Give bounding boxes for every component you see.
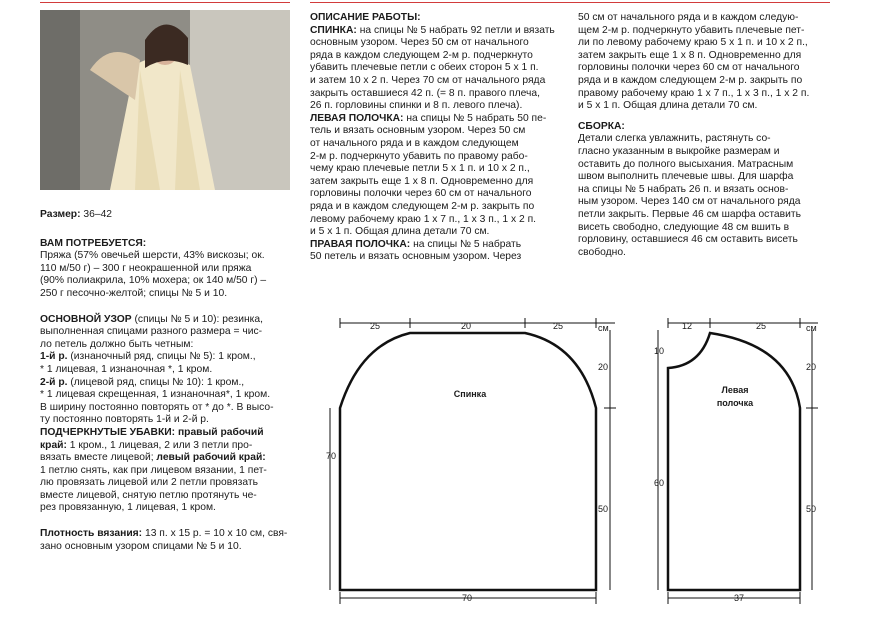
materials-line: 110 м/50 г) – 300 г неокрашенной или пряжа (40, 262, 252, 274)
decreases-heading (40, 427, 298, 440)
left-front-line: и 5 х 1 п. Общая длина детали 70 см. (310, 226, 490, 238)
right-front-cont-line: 50 см от начального ряда и в каждом следую- (578, 12, 799, 23)
density-text: 13 п. х 15 р. = 10 х 10 см, свя- (142, 528, 288, 540)
materials-line: 250 г песочно-желтой; спицы № 5 и 10. (40, 287, 228, 299)
size-line (40, 209, 298, 222)
back-dim-top-mid: 20 (461, 321, 472, 331)
decreases-a-rest: 1 кром., 1 лицевая, 2 или 3 петли про- (66, 439, 253, 451)
row1-line (40, 351, 298, 364)
materials-title: ВАМ ПОТРЕБУЕТСЯ: (40, 237, 147, 249)
right-front-cont-line: правому рабочему краю 1 х 7 п., 1 х 3 п., 1 х 2 п. (578, 87, 810, 99)
row2-line: * 1 лицевая скрещенная, 1 изнаночная*, 1 кром. (40, 389, 271, 401)
left-dim-neck: 10 (654, 346, 665, 356)
column-left (40, 209, 298, 553)
left-front-line: от начального ряда и в каждом следующем (310, 137, 519, 149)
column-right (578, 12, 838, 259)
decreases-right-label: правый рабочий (175, 426, 264, 438)
row1-line: * 1 лицевая, 1 изнаночная *, 1 кром. (40, 363, 213, 375)
decreases-line: рез провязанную, 1 лицевая, 1 кром. (40, 502, 216, 514)
left-front-title-line1: Левая (721, 385, 749, 395)
assembly-line: оставить до полного высыхания. Матрасным (578, 158, 794, 170)
back-line: основным узором. Через 50 см от начального (310, 37, 529, 49)
model-photo (40, 10, 290, 190)
left-front-line: тель и вязать основным узором. Через 50 см (310, 125, 526, 137)
assembly-line: гласно указанным в выкройке размерам и (578, 145, 780, 157)
left-front-line: ряда и в каждом следующем 2-м р. закрыть по (310, 200, 535, 212)
right-front-line: 50 петель и вязать основным узором. Через (310, 251, 522, 263)
assembly-line: швом выполнить плечевые швы. Для шарфа (578, 171, 794, 183)
decreases-line (40, 452, 298, 465)
assembly-line: на спицы № 5 набрать 26 п. и вязать основ- (578, 183, 789, 195)
right-front-cont-line: ли по левому рабочему краю 5 х 1 п. и 10 х 2 п., (578, 37, 808, 49)
materials-line: (90% полиакрила, 10% мохера; ок 140 м/50 г) – (40, 275, 267, 287)
assembly-line: горловину, оставшиеся 46 см оставить висеть (578, 234, 798, 246)
size-value: 36–42 (83, 209, 113, 220)
assembly-line: петли закрыть. Первые 46 см шарфа оставить (578, 208, 801, 220)
right-front-cont-line: ряда и в каждом следующем 2-м р. закрыть по (578, 74, 803, 86)
decreases-left-label: левый рабочий край: (153, 452, 266, 464)
assembly-line: ным узором. Через 140 см от начального ряда (578, 196, 801, 208)
decreases-line: лю провязать лицевой или 2 петли провязать (40, 477, 258, 489)
left-front-label: ЛЕВАЯ ПОЛОЧКА: (310, 112, 404, 124)
left-front-line: 2-м р. подчеркнуто убавить по правому рабо- (310, 150, 528, 162)
right-front-line (310, 239, 568, 252)
top-rule-left (40, 2, 290, 3)
left-front-line: чему краю плечевые петли 5 х 1 п. и 10 х 2 п., (310, 163, 530, 175)
back-line: 26 п. горловины спинки и 8 п. левого плеча). (310, 100, 523, 112)
column-middle (310, 12, 568, 264)
density-line: зано основным узором спицами № 5 и 10. (40, 540, 242, 552)
row2-line: ту постоянно повторять 1-й и 2-й р. (40, 414, 209, 426)
back-line: и затем 10 х 2 п. Через 70 см от начального ряда (310, 74, 546, 86)
left-dim-bottom: 37 (734, 593, 745, 603)
decreases-line: вместе лицевой, снятую петлю протянуть че- (40, 489, 257, 501)
row2-label: 2-й р. (40, 376, 68, 388)
back-first: на спицы № 5 набрать 92 петли и вязать (356, 24, 555, 36)
back-diagram-title: Спинка (453, 389, 487, 399)
pattern-line: выполненная спицами разного размера = чис- (40, 326, 263, 338)
back-line: закрыть оставшиеся 42 п. (= 8 п. правого плеча, (310, 87, 540, 99)
left-front-first: на спицы № 5 набрать 50 пе- (403, 112, 547, 124)
right-front-label: ПРАВАЯ ПОЛОЧКА: (310, 238, 411, 250)
back-line: ряда в каждом следующем 2-м р. подчеркнуто (310, 49, 533, 61)
decreases-line-b: вязать вместе лицевой; (40, 452, 154, 464)
left-front-line (310, 113, 568, 126)
back-line: убавить плечевые петли с обеих сторон 5 х 1 п. (310, 62, 539, 74)
row2-line: В ширину постоянно повторять от * до *. В высо- (40, 401, 274, 413)
pattern-line: ло петель должно быть четным: (40, 338, 194, 350)
right-front-cont-line: и 5 х 1 п. Общая длина детали 70 см. (578, 100, 758, 112)
row2-text: (лицевой ряд, спицы № 10): 1 кром., (67, 376, 245, 388)
left-dim-unit: см (806, 323, 817, 333)
pattern-heading (40, 314, 298, 327)
left-front-line: затем закрыть еще 1 х 8 п. Одновременно для (310, 175, 534, 187)
left-dim-right-bottom: 50 (806, 504, 817, 514)
left-front-line: горловины полочки через 60 см от начального (310, 188, 532, 200)
assembly-line: Детали слегка увлажнить, растянуть со- (578, 133, 771, 145)
left-dim-top-right: 25 (756, 321, 767, 331)
back-label: СПИНКА: (310, 24, 357, 36)
pattern-title: ОСНОВНОЙ УЗОР (40, 313, 132, 325)
right-front-cont-line: затем закрыть еще 1 х 8 п. Одновременно для (578, 49, 802, 61)
left-dim-left: 60 (654, 478, 665, 488)
assembly-line: висеть свободно, следующие 48 см вшить в (578, 221, 790, 233)
left-front-title-line2: полочка (716, 397, 754, 408)
right-front-cont-line: горловины полочки через 60 см от начального (578, 62, 800, 74)
pattern-title-rest: (спицы № 5 и 10): резинка, (131, 313, 263, 325)
back-dim-right-top: 20 (598, 362, 609, 372)
back-dim-top-left: 25 (370, 321, 381, 331)
decreases-line: 1 петлю снять, как при лицевом вязании, 1 пет- (40, 464, 267, 476)
work-title: ОПИСАНИЕ РАБОТЫ: (310, 12, 421, 23)
assembly-title: СБОРКА: (578, 120, 625, 132)
decreases-title: ПОДЧЕРКНУТЫЕ УБАВКИ: (40, 426, 176, 438)
back-dim-top-right: 25 (553, 321, 564, 331)
back-line (310, 25, 568, 38)
materials-line: Пряжа (57% овечьей шерсти, 43% вискозы; ок. (40, 250, 265, 262)
size-label: Размер: (40, 209, 81, 220)
back-dim-bottom: 70 (462, 593, 473, 603)
row1-label: 1-й р. (40, 351, 68, 363)
row1-text: (изнаночный ряд, спицы № 5): 1 кром., (67, 351, 256, 363)
right-front-cont-line: щем 2-м р. подчеркнуто убавить плечевые пет- (578, 24, 805, 36)
back-dim-left: 70 (326, 451, 337, 461)
left-front-line: левому рабочему краю 1 х 7 п., 1 х 3 п., 1 х 2 п. (310, 213, 537, 225)
left-dim-top-left: 12 (682, 321, 693, 331)
density-line (40, 528, 298, 541)
density-label: Плотность вязания: (40, 528, 143, 540)
assembly-line: свободно. (578, 246, 626, 258)
top-rule-right (310, 2, 830, 3)
row2-line (40, 377, 298, 390)
right-front-first: на спицы № 5 набрать (410, 238, 522, 250)
back-dim-unit: см (598, 323, 609, 333)
left-front-diagram-title (705, 384, 765, 409)
back-dim-right-bottom: 50 (598, 504, 609, 514)
decreases-line (40, 440, 298, 453)
decreases-edge-word: край: (40, 439, 67, 451)
left-dim-right-top: 20 (806, 362, 817, 372)
